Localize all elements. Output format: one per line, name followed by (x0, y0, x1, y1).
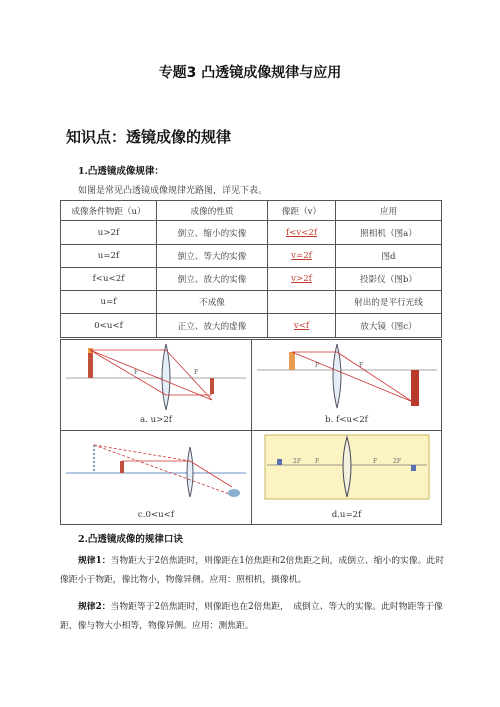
object-candle (277, 459, 282, 465)
figure-caption: a. u>2f (140, 415, 172, 425)
svg-text:F: F (314, 458, 319, 465)
object-candle (88, 352, 93, 378)
page-title: 专题3 凸透镜成像规律与应用 (158, 65, 342, 81)
knowledge-point-heading: 知识点：透镜成像的规律 (66, 128, 232, 146)
lens-diagram-a (62, 340, 250, 412)
table-cell: u=2f (61, 245, 157, 268)
rule-2-label: 规律2： (78, 602, 111, 612)
svg-text:F: F (134, 369, 139, 376)
figure-b-cell (252, 340, 442, 431)
image-candle (210, 378, 214, 394)
image-candle (411, 465, 416, 471)
table-cell: 照相机（图a） (336, 221, 442, 245)
rule-2-paragraph (60, 598, 444, 636)
table-row (61, 314, 442, 338)
imaging-table (60, 200, 442, 338)
object-candle (289, 352, 295, 370)
table-header: 成像条件物距（u） (61, 201, 157, 221)
figure-grid (60, 339, 442, 525)
section1-heading: 1.凸透镜成像规律： (78, 166, 164, 177)
svg-text:F: F (194, 369, 199, 376)
section1-intro: 如图是常见凸透镜成像规律光路图，详见下表。 (78, 186, 268, 196)
figure-caption: d.u=2f (331, 510, 362, 520)
figure-d-cell (252, 431, 442, 525)
lens-diagram-d (253, 431, 441, 507)
table-cell: 射出的是平行光线 (336, 291, 442, 314)
section2-heading: 2.凸透镜成像的规律口诀 (78, 534, 183, 545)
table-cell: v=2f (268, 245, 336, 268)
convex-lens (162, 344, 170, 410)
table-cell: 0<u<f (61, 314, 157, 338)
rule-1-label: 规律1： (78, 556, 111, 566)
svg-text:2F: 2F (292, 458, 301, 465)
table-header: 成像的性质 (157, 201, 268, 221)
figure-caption: c.0<u<f (137, 510, 175, 520)
table-cell: u=f (61, 291, 157, 314)
lens-diagram-b (253, 340, 441, 412)
table-cell: f<u<2f (61, 268, 157, 291)
table-row (61, 221, 442, 245)
table-row (61, 291, 442, 314)
table-cell: 倒立、等大的实像 (157, 245, 268, 268)
svg-text:F: F (372, 458, 377, 465)
figure-caption: b. f<u<2f (325, 415, 368, 425)
object-candle (120, 461, 124, 473)
eye-icon (228, 489, 240, 497)
table-header: 像距（v） (268, 201, 336, 221)
image-candle (411, 370, 419, 406)
table-cell: 倒立、缩小的实像 (157, 221, 268, 245)
convex-lens (187, 447, 193, 497)
table-cell: v<f (268, 314, 336, 338)
svg-text:F: F (314, 362, 319, 369)
figure-c-cell (61, 431, 252, 525)
figure-a-cell (61, 340, 252, 431)
table-cell: 不成像 (157, 291, 268, 314)
table-header: 应用 (336, 201, 442, 221)
table-cell: 正立、放大的虚像 (157, 314, 268, 338)
table-cell: f<v<2f (268, 221, 336, 245)
table-header-row (61, 201, 442, 221)
table-row (61, 245, 442, 268)
svg-text:2F: 2F (392, 458, 401, 465)
table-cell: v>2f (268, 268, 336, 291)
table-cell (268, 291, 336, 314)
table-cell: 放大镜（图c） (336, 314, 442, 338)
table-cell: 图d (336, 245, 442, 268)
table-cell: 倒立、放大的实像 (157, 268, 268, 291)
rule-2-text: 当物距等于2倍焦距时，则像距也在2倍焦距， 成倒立、等大的实像。此时物距等于像距，像与物大小相等，物像异侧。应用：测焦距。 (60, 602, 443, 631)
rule-1-text: 当物距大于2倍焦距时，则像距在1倍焦距和2倍焦距之间，成倒立、缩小的实像。此时像距小于物距，像比物小，物像异侧。应用：照相机，摄像机。 (60, 556, 444, 585)
table-cell: u>2f (61, 221, 157, 245)
table-row (61, 268, 442, 291)
table-cell: 投影仪（图b） (336, 268, 442, 291)
lens-diagram-c (62, 431, 250, 507)
svg-text:F: F (358, 362, 363, 369)
rule-1-paragraph (60, 552, 444, 590)
